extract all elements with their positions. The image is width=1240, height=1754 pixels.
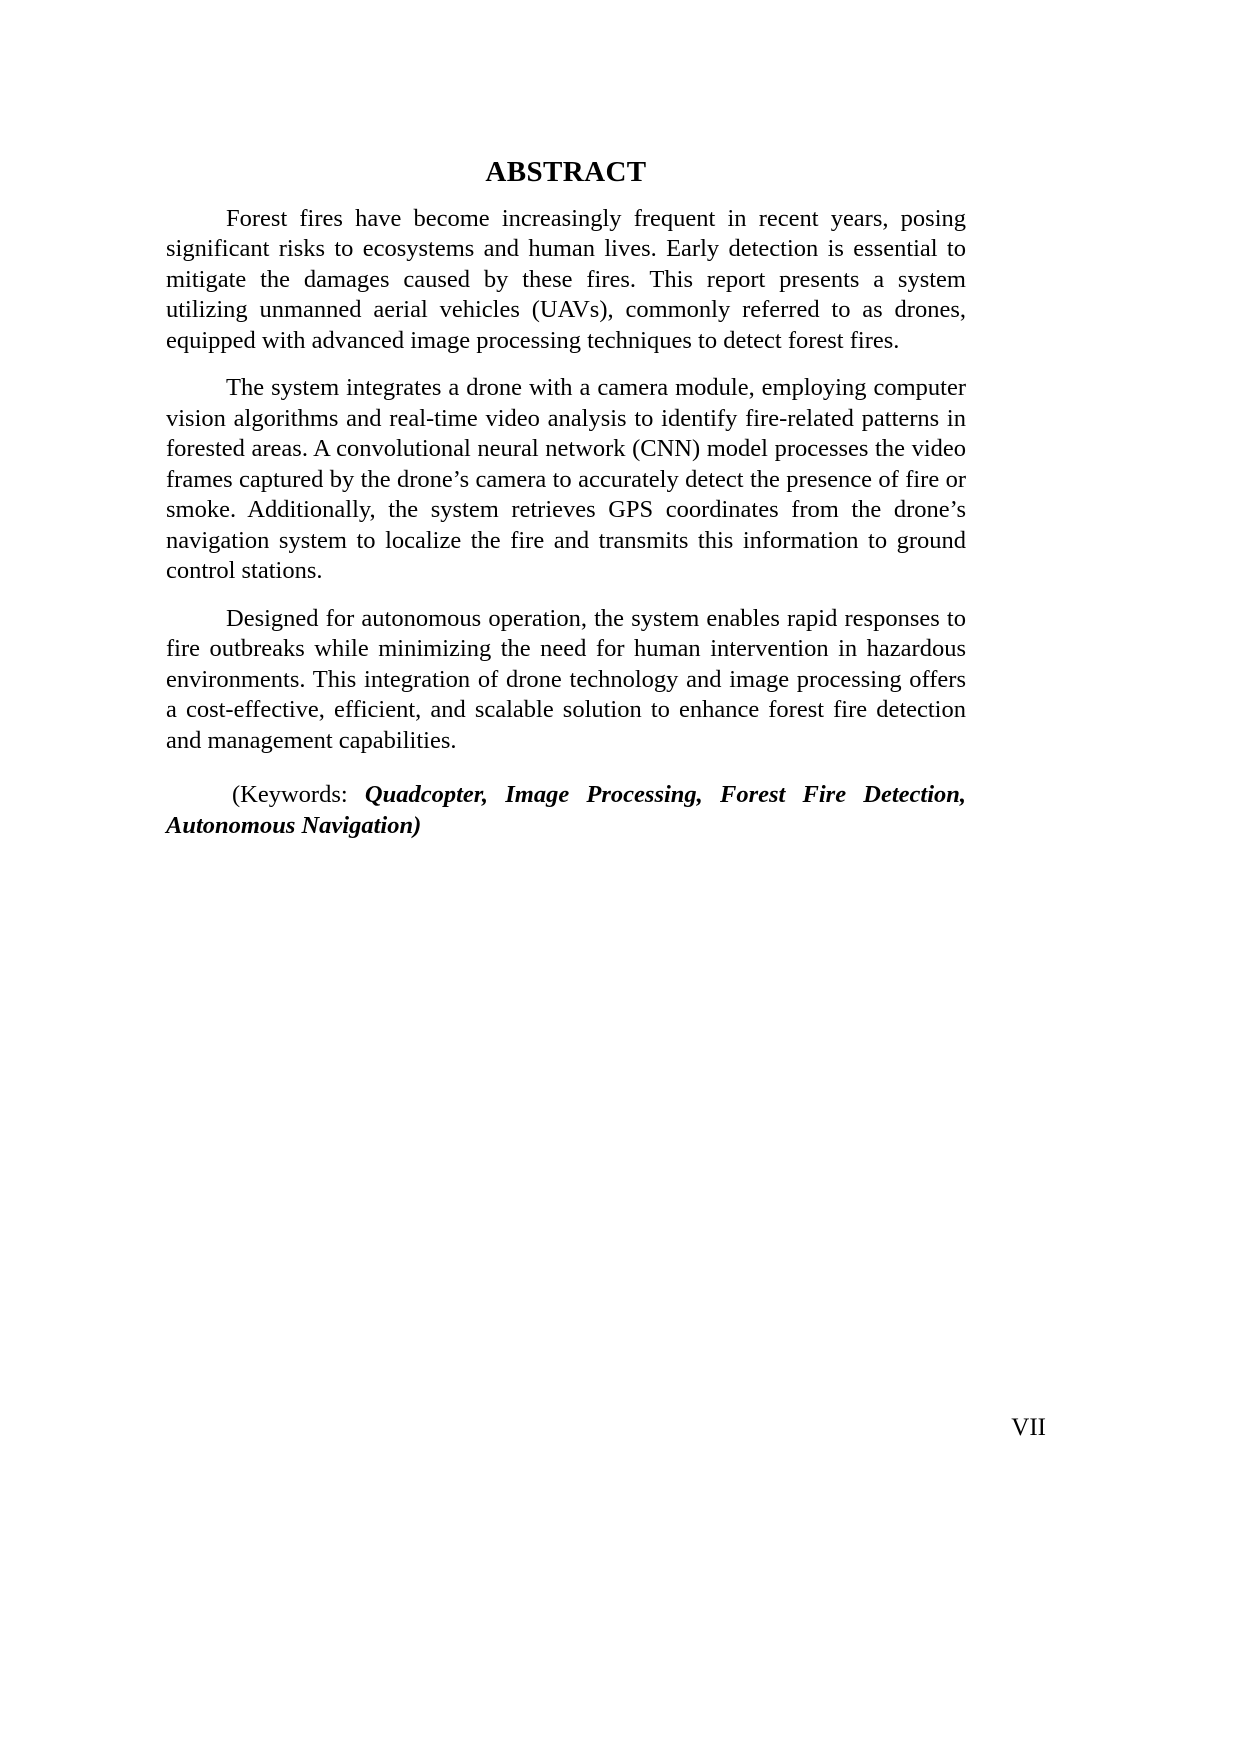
- abstract-paragraph-1: Forest fires have become increasingly frequent in recent years, posing significant risks to ecosystems and human lives. Early detection is essential to mitigate the damages caused by these fires. This report presents a system utilizing unmanned aerial vehicles (UAVs), commonly referred to as drones, equipped with advanced image processing techniques to detect forest fires.: [166, 204, 966, 354]
- abstract-section: [166, 155, 966, 841]
- keywords-line: [166, 780, 966, 841]
- abstract-paragraph-3: Designed for autonomous operation, the system enables rapid responses to fire outbreaks while minimizing the need for human intervention in hazardous environments. This integration of drone technology and image processing offers a cost-effective, efficient, and scalable solution to enhance forest fire detection and management capabilities.: [166, 604, 966, 754]
- keywords-label: (Keywords:: [232, 781, 348, 809]
- abstract-paragraph-2: The system integrates a drone with a camera module, employing computer vision algorithms and real-time video analysis to identify fire-related patterns in forested areas. A convolutional neural network (CNN) model processes the video frames captured by the drone’s camera to accurately detect the presence of fire or smoke. Additionally, the system retrieves GPS coordinates from the drone’s navigation system to localize the fire and transmits this information to ground control stations.: [166, 374, 966, 585]
- page-number: VII: [1011, 1414, 1046, 1441]
- keywords-terms: Quadcopter, Image Processing, Forest Fire Detection, Autonomous Navigation): [166, 781, 966, 839]
- page-title: ABSTRACT: [485, 156, 647, 188]
